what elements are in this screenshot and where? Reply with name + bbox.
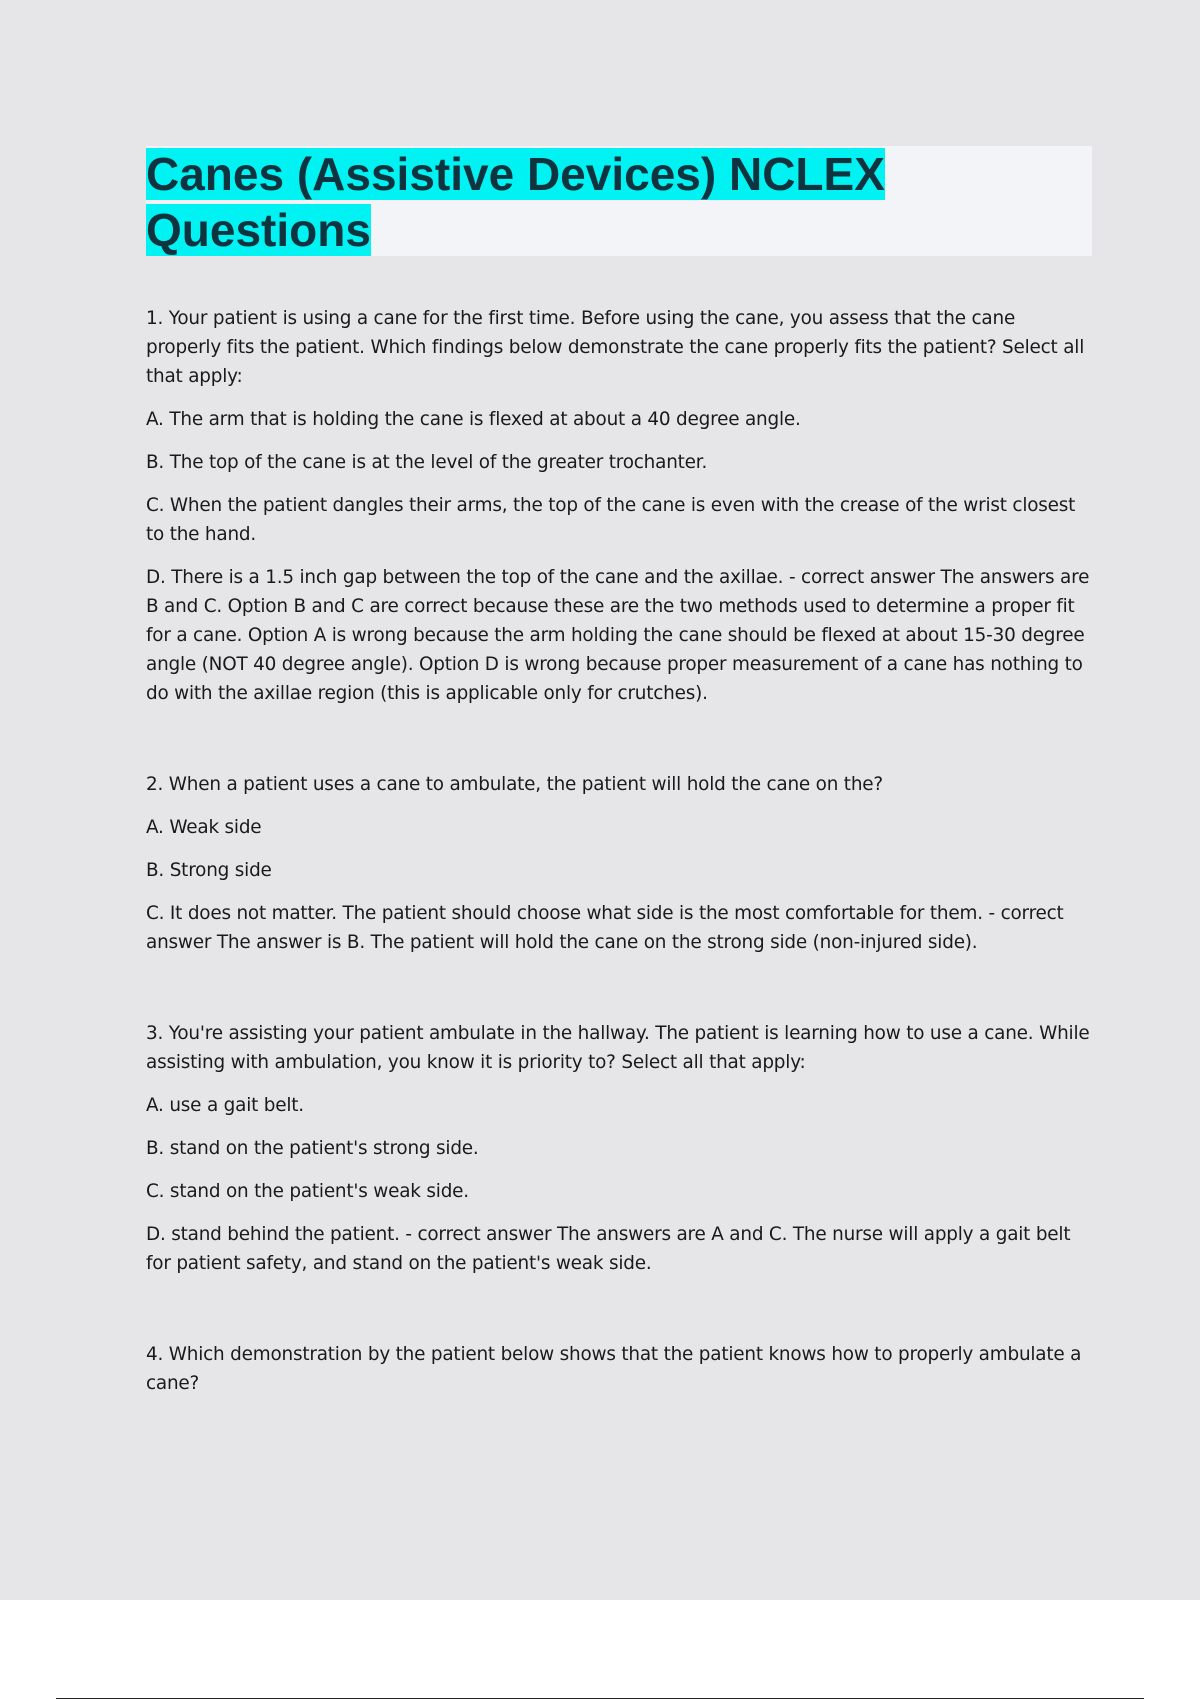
answer-option: B. stand on the patient's strong side. bbox=[146, 1138, 479, 1159]
answer-option: D. There is a 1.5 inch gap between the top of the cane and the axillae. - correct answer The answers are B and C. Option B and C are correct because these are the two methods used to determine a proper fit for a cane. Option A is wrong because the arm holding the cane should be flexed at about 15-30 degree angle (NOT 40 degree angle). Option D is wrong because proper measurement of a cane has nothing to do with the axillae region (this is applicable only for crutches). bbox=[146, 567, 1090, 704]
title-line-2: Questions bbox=[146, 204, 371, 256]
footer-divider bbox=[56, 1698, 1144, 1699]
answer-option: A. The arm that is holding the cane is flexed at about a 40 degree angle. bbox=[146, 409, 801, 430]
question-2 bbox=[146, 770, 1092, 957]
answer-option: B. Strong side bbox=[146, 860, 272, 881]
title-box bbox=[146, 146, 1092, 256]
question-stem: 3. You're assisting your patient ambulate in the hallway. The patient is learning how to use a cane. While assisting with ambulation, you know it is priority to? Select all that apply: bbox=[146, 1023, 1090, 1073]
answer-option: C. When the patient dangles their arms, the top of the cane is even with the crease of the wrist closest to the hand. bbox=[146, 495, 1076, 545]
question-stem: 1. Your patient is using a cane for the first time. Before using the cane, you assess that the cane properly fits the patient. Which findings below demonstrate the cane properly fits the patient? Select all that apply: bbox=[146, 308, 1085, 387]
questions-content bbox=[146, 304, 1092, 1460]
answer-option: A. Weak side bbox=[146, 817, 262, 838]
answer-option: C. It does not matter. The patient should choose what side is the most comfortable for them. - correct answer The answer is B. The patient will hold the cane on the strong side (non-injured side). bbox=[146, 903, 1064, 953]
page-title bbox=[146, 146, 946, 258]
question-3 bbox=[146, 1019, 1092, 1278]
answer-option: D. stand behind the patient. - correct answer The answers are A and C. The nurse will apply a gait belt for patient safety, and stand on the patient's weak side. bbox=[146, 1224, 1071, 1274]
answer-option: B. The top of the cane is at the level of the greater trochanter. bbox=[146, 452, 708, 473]
question-4 bbox=[146, 1340, 1092, 1398]
answer-option: A. use a gait belt. bbox=[146, 1095, 304, 1116]
title-line-1: Canes (Assistive Devices) NCLEX bbox=[146, 148, 885, 200]
answer-option: C. stand on the patient's weak side. bbox=[146, 1181, 469, 1202]
question-stem: 4. Which demonstration by the patient below shows that the patient knows how to properly ambulate a cane? bbox=[146, 1344, 1082, 1394]
question-stem: 2. When a patient uses a cane to ambulate, the patient will hold the cane on the? bbox=[146, 774, 883, 795]
question-1 bbox=[146, 304, 1092, 708]
